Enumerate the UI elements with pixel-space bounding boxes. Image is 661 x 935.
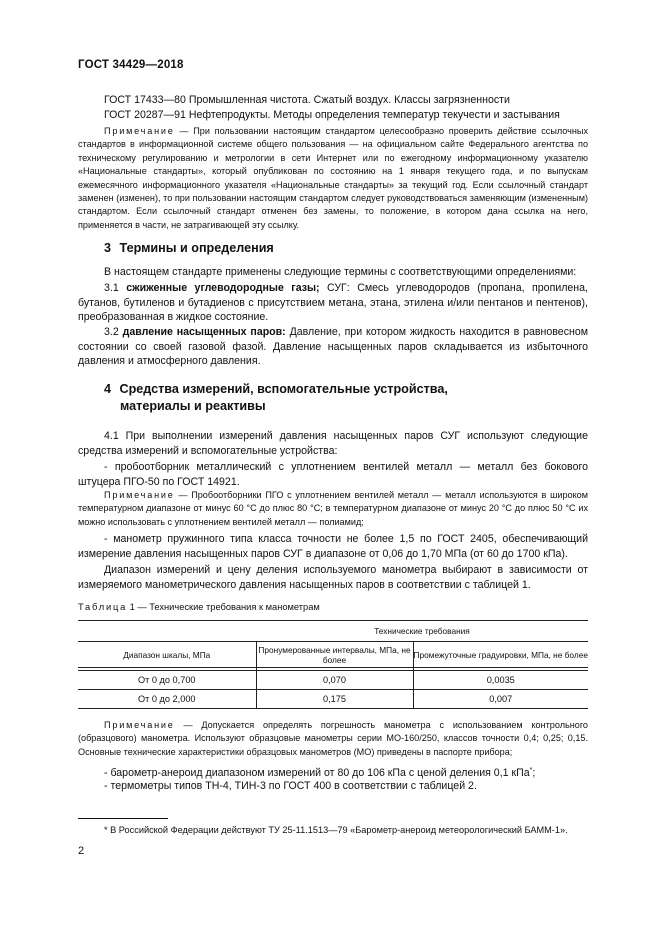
term-name: сжиженные углеводородные газы; [126,282,320,294]
table-cell: 0,175 [256,690,413,709]
section-title-line-2: материалы и реактивы [120,398,266,413]
reference-line: ГОСТ 20287—91 Нефтепродукты. Методы определения температур текучести и застывания [104,109,560,121]
list-item-sampler: - пробоотборник металлический с уплотнением вентилей металл — металл без бокового штуцера ПГО-50 по ГОСТ 14921. [78,461,588,488]
table-row [78,690,588,709]
reference-line: ГОСТ 17433—80 Промышленная чистота. Сжатый воздух. Классы загрязненности [104,94,510,106]
section-3-heading [104,240,274,257]
paragraph-range-selection: Диапазон измерений и цену деления используемого манометра выбирают в зависимости от измеряемого манометрического давления насыщенных паров в соответствии с таблицей 1. [78,564,588,591]
note-label: Примечание [104,126,175,136]
note-referenced-standards [78,125,588,232]
note-text: — При пользовании настоящим стандартом целесообразно проверить действие ссылочных стандартов в информационной системе общего пользования — на официальном сайте Федерального агентства по техническому регулированию и метрологии в сети Интернет или по ежегодному информационному указателю «Национальные стандарты», который опубликован по состоянию на 1 января текущего года, и по выпускам ежемесячного информационного указателя «Национальные стандарты» за текущий год. Если ссылочный стандарт заменен (изменен), то при пользовании настоящим стандартом следует руководствоваться заменяющим (измененным) стандартом. Если ссылочный стандарт отменен без замены, то положение, в котором дана ссылка на него, применяется в части, не затрагивающей эту ссылку. [78,126,588,230]
note-text: — Пробоотборники ПГО с уплотнением вентилей металл — металл используются в широком температурном диапазоне от минус 60 °С до плюс 80 °С; в температурном диапазоне от минус 20 °С до плюс 50 °С их можно использовать с уплотнением вентилей металл — полиамид; [78,490,588,527]
table-column-header: Диапазон шкалы, МПа [78,642,256,668]
section-3-intro: В настоящем стандарте применены следующие термины с соответствующими определениями: [104,266,577,278]
list-item-thermometers: - термометры типов ТН-4, ТИН-3 по ГОСТ 400 в соответствии с таблицей 2. [104,780,477,792]
footnote-separator [78,818,168,819]
manometer-requirements-table [78,620,588,709]
table-row [78,671,588,690]
term-name: давление насыщенных паров: [122,326,286,338]
note-text: — Допускается определять погрешность манометра с использованием контрольного (образцового) манометра. Используют образцовые манометры серии МО-160/250, классов точности 0,4; 0,25; 0,15. Основные технические характеристики образцовых манометров (МО) приведены в паспорте прибора; [78,720,588,757]
footnote-marker: * [529,767,533,774]
table-cell: 0,007 [413,690,588,709]
section-number: 4 [104,382,112,396]
list-item-manometer: - манометр пружинного типа класса точности не более 1,5 по ГОСТ 2405, обеспечивающий измерение давления насыщенных паров СУГ в диапазоне от 0,06 до 1,70 МПа (от 60 до 1700 кПа). [78,533,588,560]
section-title: Термины и определения [119,241,274,255]
paragraph-4-1: 4.1 При выполнении измерений давления насыщенных паров СУГ используют следующие средства измерений и вспомогательные устройства: [78,430,588,457]
term-definition: СУГ: Смесь углеводородов (пропана, пропилена, бутанов, бутиленов и бутадиенов с присутствием метана, этана, этилена и/или пентанов и пентенов), преобразованная в жидкое состояние. [78,282,588,324]
table-column-header: Промежуточные градуировки, МПа, не более [413,642,588,668]
table-cell: От 0 до 0,700 [78,671,256,690]
note-label: Примечание [104,490,175,500]
term-definition: Давление, при котором жидкость находится в равновесном состоянии со своей газовой фазой. Давление насыщенных паров складывается из избыточного давления и атмосферного давления. [78,326,589,368]
table-caption-label: Таблица [78,602,128,612]
list-item-end: ; [532,767,536,779]
term-3-1 [78,281,588,325]
term-number: 3.1 [104,282,127,294]
section-4-heading [104,381,448,414]
note-label: Примечание [104,720,175,730]
table-cell: 0,0035 [413,671,588,690]
note-sampler [78,489,588,529]
table-caption-text: 1 — Технические требования к манометрам [127,602,320,612]
term-3-2 [78,325,588,369]
section-number: 3 [104,241,112,255]
table-cell: 0,070 [256,671,413,690]
page-number: 2 [78,845,85,857]
table-group-header: Технические требования [256,621,588,642]
table-column-header: Пронумерованные интервалы, МПа, не более [256,642,413,668]
term-number: 3.2 [104,326,123,338]
table-cell: От 0 до 2,000 [78,690,256,709]
footnote: * В Российской Федерации действуют ТУ 25-11.1513—79 «Барометр-анероид метеорологический БАММ-1». [104,825,568,835]
list-item-text: - барометр-анероид диапазоном измерений от 80 до 106 кПа с ценой деления 0,1 кПа [104,767,530,779]
table-caption [78,602,320,612]
note-reference-manometer [78,719,588,759]
document-header: ГОСТ 34429—2018 [78,59,184,71]
section-title-line-1: Средства измерений, вспомогательные устройства, [119,382,448,396]
